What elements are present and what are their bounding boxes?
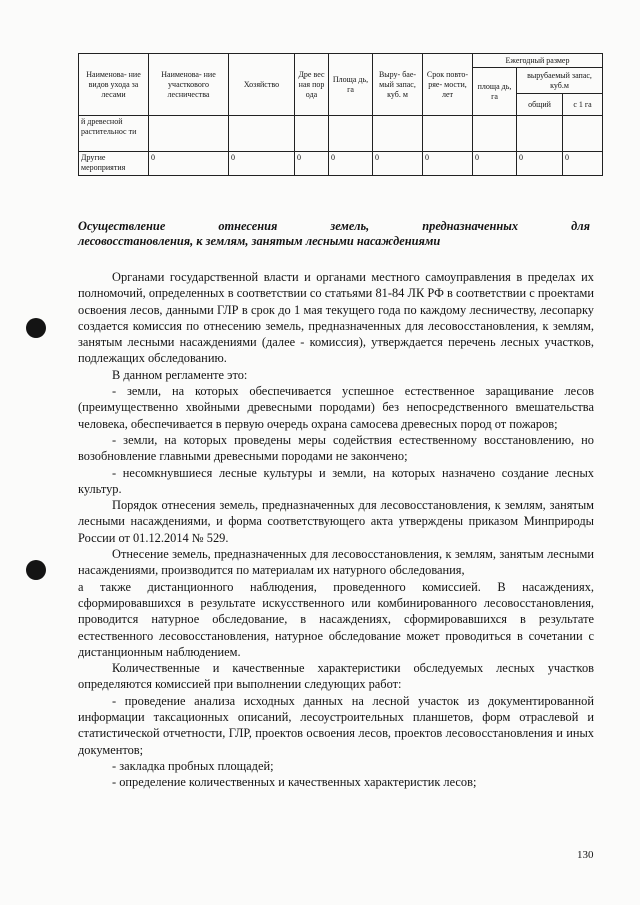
heading-word: земель, <box>330 219 370 233</box>
row-name: й древесной растительнос ти <box>79 116 149 152</box>
binder-hole-top <box>26 318 46 338</box>
table-cell <box>517 116 563 152</box>
header-total: общий <box>517 94 563 116</box>
paragraph: а также дистанционного наблюдения, проведенного комиссией. В насаждениях, сформировавшихся в результате искусственного или комбинированного лесовосстановления, проводится натурное обследование, в насаждениях, сформировавшихся в результате естественного лесовосстановления, натурное обследование может проводиться в сочетании с дистанционным наблюдением. <box>78 579 594 659</box>
heading-word: Осуществление <box>78 219 166 233</box>
heading-line-2: лесовосстановления, к землям, занятым лесными насаждениями <box>78 234 441 248</box>
paragraph: Количественные и качественные характеристики обследуемых лесных участков определяются комиссией при выполнении следующих работ: <box>78 661 594 692</box>
list-item: - земли, на которых обеспечивается успешное естественное заращивание лесов (преимущественно хвойными древесными породами) без непосредственного вмешательства человека, обеспечивается в первую очередь охрана самосева древесных пород от пожаров; <box>78 384 594 431</box>
header-period: Срок повто- ряе- мости, лет <box>423 54 473 116</box>
header-per-ha: с 1 га <box>563 94 603 116</box>
table-row <box>79 152 603 176</box>
table-cell: 0 <box>329 152 373 176</box>
heading-word: отнесения <box>218 219 278 233</box>
table-cell <box>149 116 229 152</box>
binder-hole-bottom <box>26 560 46 580</box>
table-cell <box>423 116 473 152</box>
header-annual-stock: вырубаемый запас, куб.м <box>517 68 603 94</box>
section-heading <box>78 219 590 249</box>
heading-word: предназначенных <box>422 219 519 233</box>
table-cell <box>473 116 517 152</box>
table-cell: 0 <box>517 152 563 176</box>
paragraph: Отнесение земель, предназначенных для лесовосстановления, к землям, занятым лесными насаждениями, производится по материалам их натурного обследования, <box>78 547 594 578</box>
header-farm: Хозяйство <box>229 54 295 116</box>
header-annual-area: площа дь, га <box>473 68 517 116</box>
table-cell <box>563 116 603 152</box>
paragraph: Органами государственной власти и органами местного самоуправления в пределах их полномочий, определенных в соответствии со статьями 81-84 ЛК РФ в соответствии с проектами освоения лесов, данными ГЛР в срок до 1 мая текущего года по каждому лесничеству, лесопарку создается комиссия по отнесению земель, предназначенных для лесовосстановления, к землям, занятым лесными насаждениями (далее - комиссия), утверждается перечень лесных участков, подлежащих обследованию. <box>78 270 594 366</box>
header-name-types: Наименова- ние видов ухода за лесами <box>79 54 149 116</box>
header-name-forestry: Наименова- ние участкового лесничества <box>149 54 229 116</box>
header-species: Дре вес ная пор ода <box>295 54 329 116</box>
document-body <box>78 269 594 791</box>
table-cell <box>329 116 373 152</box>
forest-care-table <box>78 53 603 176</box>
table-cell <box>373 116 423 152</box>
table-cell: 0 <box>295 152 329 176</box>
table-cell: 0 <box>563 152 603 176</box>
list-item: - определение количественных и качественных характеристик лесов; <box>112 775 477 790</box>
paragraph: Порядок отнесения земель, предназначенных для лесовосстановления, к землям, занятым лесными насаждениями, и форма соответствующего акта утверждены приказом Минприроды России от 01.12.2014 № 529. <box>78 498 594 545</box>
table-cell: 0 <box>229 152 295 176</box>
row-name: Другие мероприятия <box>79 152 149 176</box>
list-item: - земли, на которых проведены меры содействия естественному восстановлению, но возобновление главными древесными породами не закончено; <box>78 432 594 464</box>
table-cell: 0 <box>373 152 423 176</box>
header-area: Площа дь, га <box>329 54 373 116</box>
table-row <box>79 116 603 152</box>
paragraph: В данном регламенте это: <box>112 367 248 382</box>
table-cell: 0 <box>473 152 517 176</box>
list-item: - закладка пробных площадей; <box>112 758 274 773</box>
table-cell: 0 <box>149 152 229 176</box>
header-annual: Ежегодный размер <box>473 54 603 68</box>
list-item: - проведение анализа исходных данных на лесной участок из документированной информации таксационных описаний, лесоустроительных планшетов, форм отраслевой и статистической отчетности, ГЛР, проектов освоения лесов, проектов лесовосстановления и иных документов; <box>78 693 594 757</box>
heading-word: для <box>571 219 590 233</box>
table-cell <box>229 116 295 152</box>
header-cut-stock: Выру- бае- мый запас, куб. м <box>373 54 423 116</box>
page-number: 130 <box>577 849 594 861</box>
table-cell: 0 <box>423 152 473 176</box>
list-item: - несомкнувшиеся лесные культуры и земли, на которых назначено создание лесных культур. <box>78 465 594 496</box>
table-cell <box>295 116 329 152</box>
